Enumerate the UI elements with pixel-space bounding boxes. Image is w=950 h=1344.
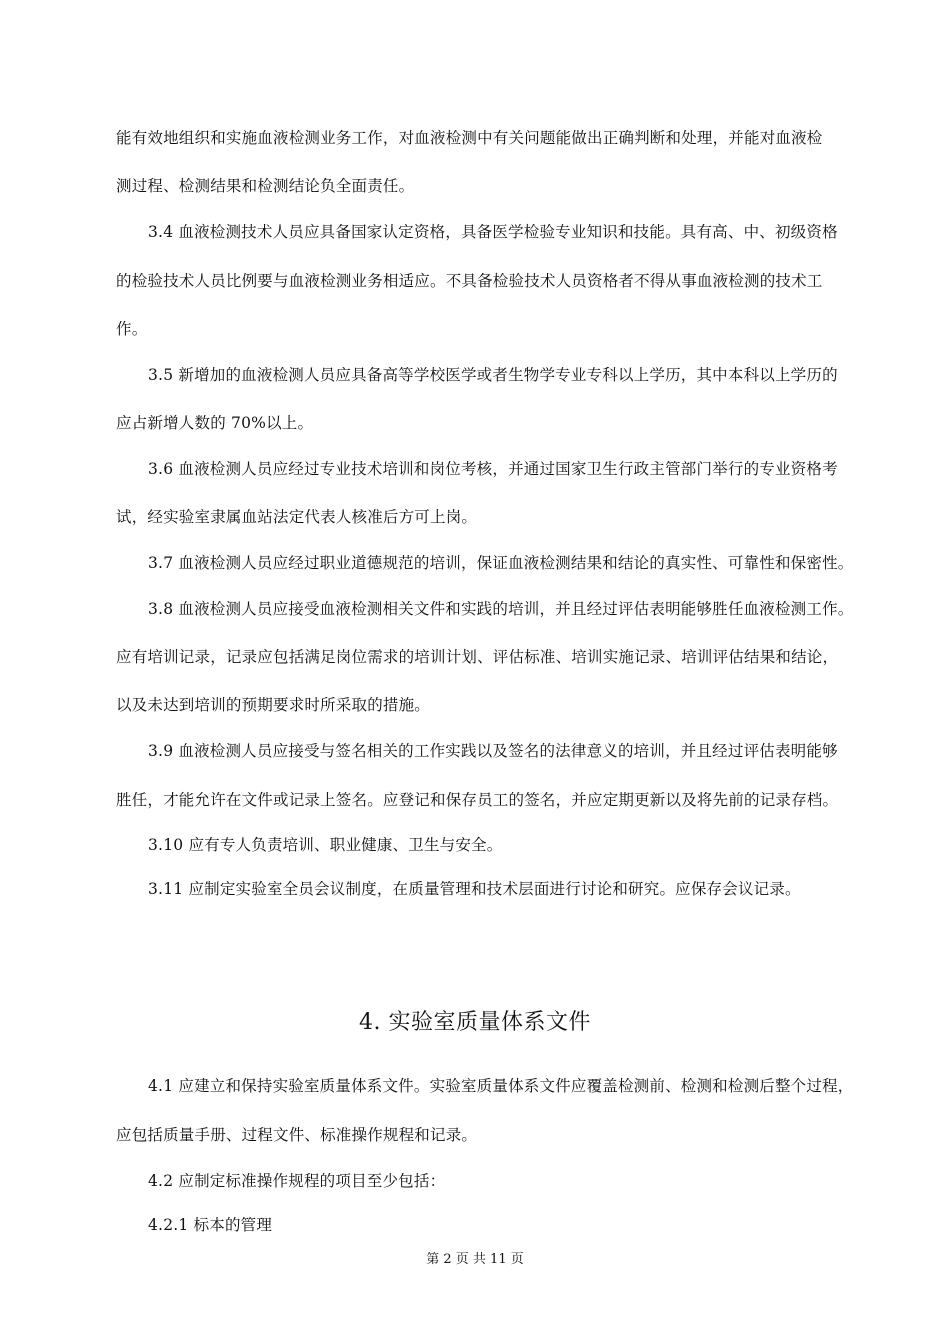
paragraph-line: 应有培训记录，记录应包括满足岗位需求的培训计划、评估标准、培训实施记录、培训评估结果和结论， — [116, 648, 839, 666]
paragraph-line: 3.8 血液检测人员应接受血液检测相关文件和实践的培训，并且经过评估表明能够胜任血液检测工作。 — [148, 600, 854, 618]
paragraph-line: 3.7 血液检测人员应经过职业道德规范的培训，保证血液检测结果和结论的真实性、可靠性和保密性。 — [148, 554, 854, 572]
paragraph-line: 应包括质量手册、过程文件、标准操作规程和记录。 — [116, 1126, 478, 1144]
paragraph-line: 作。 — [116, 320, 148, 338]
section-heading: 4. 实验室质量体系文件 — [359, 1010, 591, 1035]
paragraph-line: 测过程、检测结果和检测结论负全面责任。 — [116, 177, 415, 195]
paragraph-line: 3.4 血液检测技术人员应具备国家认定资格，具备医学检验专业知识和技能。具有高、中、初级资格 — [148, 223, 838, 241]
paragraph-line: 4.2 应制定标准操作规程的项目至少包括： — [148, 1172, 446, 1190]
paragraph-line: 应占新增人数的 70%以上。 — [116, 414, 314, 432]
paragraph-line: 试，经实验室隶属血站法定代表人核准后方可上岗。 — [116, 508, 478, 526]
paragraph-line: 以及未达到培训的预期要求时所采取的措施。 — [116, 696, 431, 714]
paragraph-line: 3.6 血液检测人员应经过专业技术培训和岗位考核，并通过国家卫生行政主管部门举行的专业资格考 — [148, 460, 838, 478]
page-footer: 第 2 页 共 11 页 — [426, 1252, 524, 1267]
paragraph-line: 3.10 应有专人负责培训、职业健康、卫生与安全。 — [148, 836, 503, 854]
paragraph-line: 3.11 应制定实验室全员会议制度，在质量管理和技术层面进行讨论和研究。应保存会议记录。 — [148, 880, 801, 898]
paragraph-line: 3.5 新增加的血液检测人员应具备高等学校医学或者生物学专业专科以上学历，其中本科以上学历的 — [148, 366, 838, 384]
paragraph-line: 胜任，才能允许在文件或记录上签名。应登记和保存员工的签名，并应定期更新以及将先前的记录存档。 — [116, 791, 839, 809]
paragraph-line: 4.1 应建立和保持实验室质量体系文件。实验室质量体系文件应覆盖检测前、检测和检测后整个过程， — [148, 1077, 854, 1095]
paragraph-line: 能有效地组织和实施血液检测业务工作，对血液检测中有关问题能做出正确判断和处理，并能对血液检 — [116, 129, 823, 147]
paragraph-line: 4.2.1 标本的管理 — [148, 1216, 273, 1234]
paragraph-line: 3.9 血液检测人员应接受与签名相关的工作实践以及签名的法律意义的培训，并且经过评估表明能够 — [148, 742, 838, 760]
paragraph-line: 的检验技术人员比例要与血液检测业务相适应。不具备检验技术人员资格者不得从事血液检测的技术工 — [116, 272, 823, 290]
